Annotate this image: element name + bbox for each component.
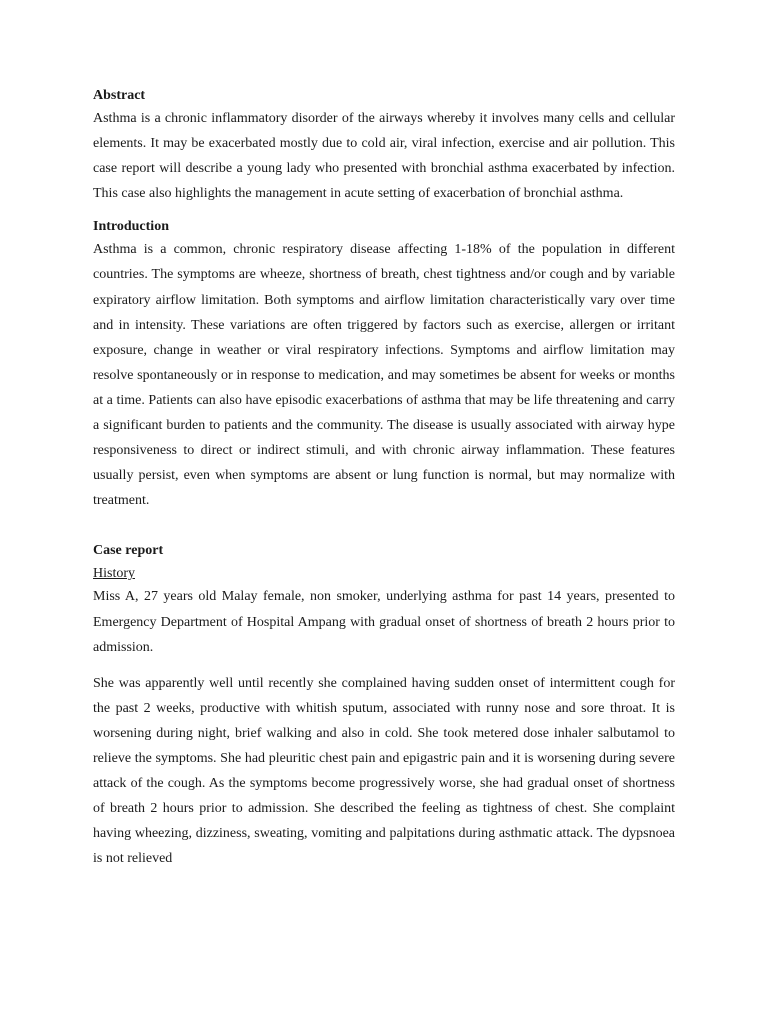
abstract-paragraph: Asthma is a chronic inflammatory disorder of the airways whereby it involves many cells and cellular elements. It may be exacerbated mostly due to cold air, viral infection, exercise and air pollution. This case report will describe a young lady who presented with bronchial asthma exacerbated by infection. This case also highlights the management in acute setting of exacerbation of bronchial asthma. xyxy=(93,111,675,202)
introduction-paragraph: Asthma is a common, chronic respiratory disease affecting 1-18% of the population in different countries. The symptoms are wheeze, shortness of breath, chest tightness and/or cough and by variable expiratory airflow limitation. Both symptoms and airflow limitation characteristically vary over time and in intensity. These variations are often triggered by factors such as exercise, allergen or irritant exposure, change in weather or viral respiratory infections. Symptoms and airflow limitation may resolve spontaneously or in response to medication, and may sometimes be absent for weeks or months at a time. Patients can also have episodic exacerbations of asthma that may be life threatening and carry a significant burden to patients and the community. The disease is usually associated with airway hype responsiveness to direct or indirect stimuli, and with chronic airway inflammation. These features usually persist, even when symptoms are absent or lung function is normal, but may normalize with treatment. xyxy=(93,242,675,509)
introduction-heading: Introduction xyxy=(93,219,169,235)
history-paragraph-1: Miss A, 27 years old Malay female, non smoker, underlying asthma for past 14 years, presented to Emergency Department of Hospital Ampang with gradual onset of shortness of breath 2 hours prior to admission. xyxy=(93,589,675,655)
case-report-heading: Case report xyxy=(93,543,164,559)
history-paragraph-2: She was apparently well until recently she complained having sudden onset of intermittent cough for the past 2 weeks, productive with whitish sputum, associated with runny nose and sore throat. It is worsening during night, brief walking and also in cold. She took metered dose inhaler salbutamol to relieve the symptoms. She had pleuritic chest pain and epigastric pain and it is worsening during severe attack of the cough. As the symptoms become progressively worse, she had gradual onset of shortness of breath 2 hours prior to admission. She described the feeling as tightness of chest. She complaint having wheezing, dizziness, sweating, vomiting and palpitations during asthmatic attack. The dypsnoea is not relieved xyxy=(93,675,675,867)
document-page xyxy=(93,86,675,871)
abstract-heading: Abstract xyxy=(93,88,146,103)
history-subheading: History xyxy=(93,566,135,582)
